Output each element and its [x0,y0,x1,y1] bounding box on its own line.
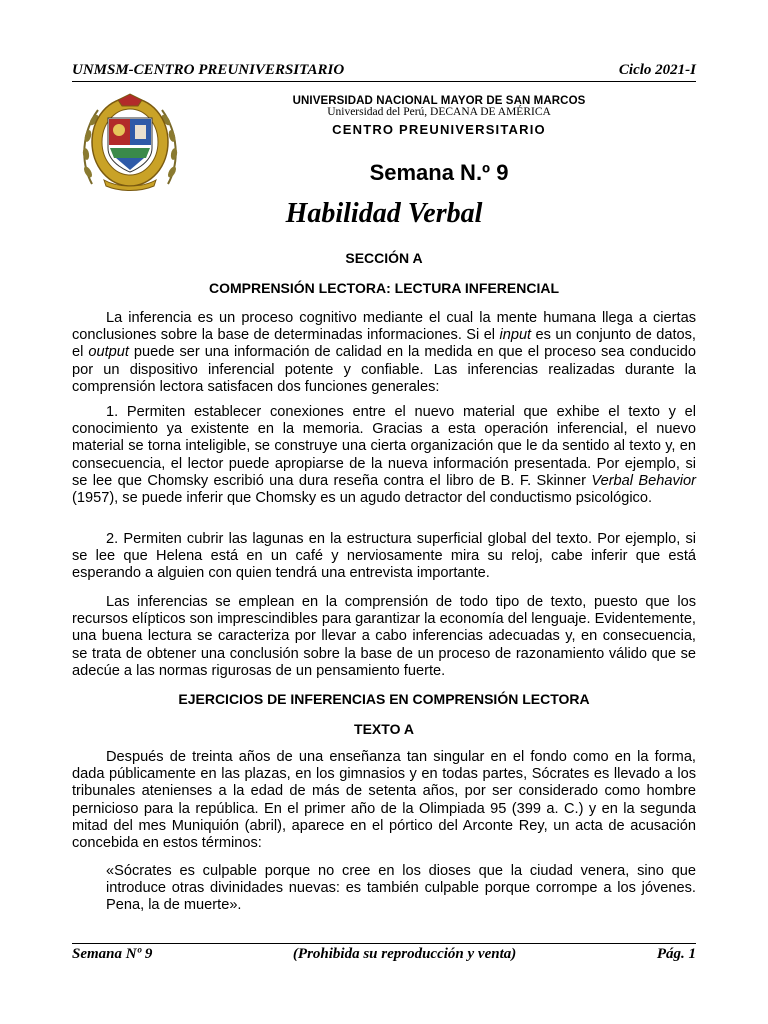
header-cycle: Ciclo 2021-I [618,62,696,78]
paragraph-function-1: 1. Permiten establecer conexiones entre el nuevo material que exhibe el texto y el conocimiento ya existente en la memoria. Gracias a esta operación inferencial, el nuevo material se torna inteligible, se construye una cierta organización que le da sentido al texto y, en consecuencia, el lector puede apropiarse de la nueva información presentada. Por ejemplo, si se lee que Chomsky escribió una dura reseña contra el libro de B. F. Skinner Verbal Behavior (1957), se puede inferir que Chomsky es un agudo detractor del conductismo psicológico. [72,404,696,507]
week-title: Semana N.º 9 [369,160,509,185]
page-footer [72,946,696,963]
section-title: SECCIÓN A [345,250,423,266]
header-institution: UNMSM-CENTRO PREUNIVERSITARIO [72,62,345,78]
exercises-title: EJERCICIOS DE INFERENCIAS EN COMPRENSIÓN LECTORA [178,691,590,707]
footer-page-number: Pág. 1 [656,946,696,962]
university-heading [182,95,696,137]
course-title: Habilidad Verbal [285,198,483,229]
footer-notice: (Prohibida su reproducción y venta) [292,946,517,962]
paragraph-intro: La inferencia es un proceso cognitivo mediante el cual la mente humana llega a ciertas conclusiones sobre la base de determinadas informaciones. Si el input es un conjunto de datos, el output puede ser una información de calidad en la medida en que el proceso sea conducido por un dispositivo inferencial potente y confiable. Las inferencias realizadas durante la comprensión lectora satisfacen dos funciones generales: [72,310,696,395]
subsection-title: COMPRENSIÓN LECTORA: LECTURA INFERENCIAL [209,280,559,296]
university-emblem [78,92,182,192]
paragraph-inferences: Las inferencias se emplean en la comprensión de todo tipo de texto, puesto que los recursos elípticos son imprescindibles para garantizar la economía del lenguaje. Evidentemente, una buena lectura se caracteriza por llevar a cabo inferencias adecuadas y, en consecuencia, se trata de obtener una conclusión sobre la base de un proceso de razonamiento válido que se adecúe a las normas rigurosas de un pensamiento fuerte. [72,594,696,679]
texto-title: TEXTO A [354,721,414,737]
university-subtitle: Universidad del Perú, DECANA DE AMÉRICA [327,106,551,118]
texto-a-body: Después de treinta años de una enseñanza tan singular en el fondo como en la forma, dada públicamente en las plazas, en los gimnasios y en todas partes, Sócrates es llevado a los tribunales atenienses a la edad de más de setenta años, por ser considerado como hombre pernicioso para la república. En el primer año de la Olimpiada 95 (399 a. C.) y en la segunda mitad del mes Muniquión (abril), aparece en el pórtico del Arconte Rey, un acta de acusación concebida en estos términos: [72,749,696,852]
page-header [72,62,696,79]
accusation-quote: «Sócrates es culpable porque no cree en los dioses que la ciudad venera, sino que introduce otras divinidades nuevas: es también culpable porque corrompe a los jóvenes. Pena, la de muerte». [106,863,696,914]
footer-rule [72,943,696,944]
university-name: UNIVERSIDAD NACIONAL MAYOR DE SAN MARCOS [292,95,586,107]
document-page [72,0,696,1024]
footer-week: Semana Nº 9 [72,946,153,962]
header-rule [72,81,696,82]
paragraph-function-2: 2. Permiten cubrir las lagunas en la estructura superficial global del texto. Por ejemplo, si se lee que Helena está en un café y nerviosamente mira su reloj, cabe inferir que está esperando a alguien con quien tendrá una entrevista importante. [72,531,696,582]
centro-name: CENTRO PREUNIVERSITARIO [332,122,546,137]
